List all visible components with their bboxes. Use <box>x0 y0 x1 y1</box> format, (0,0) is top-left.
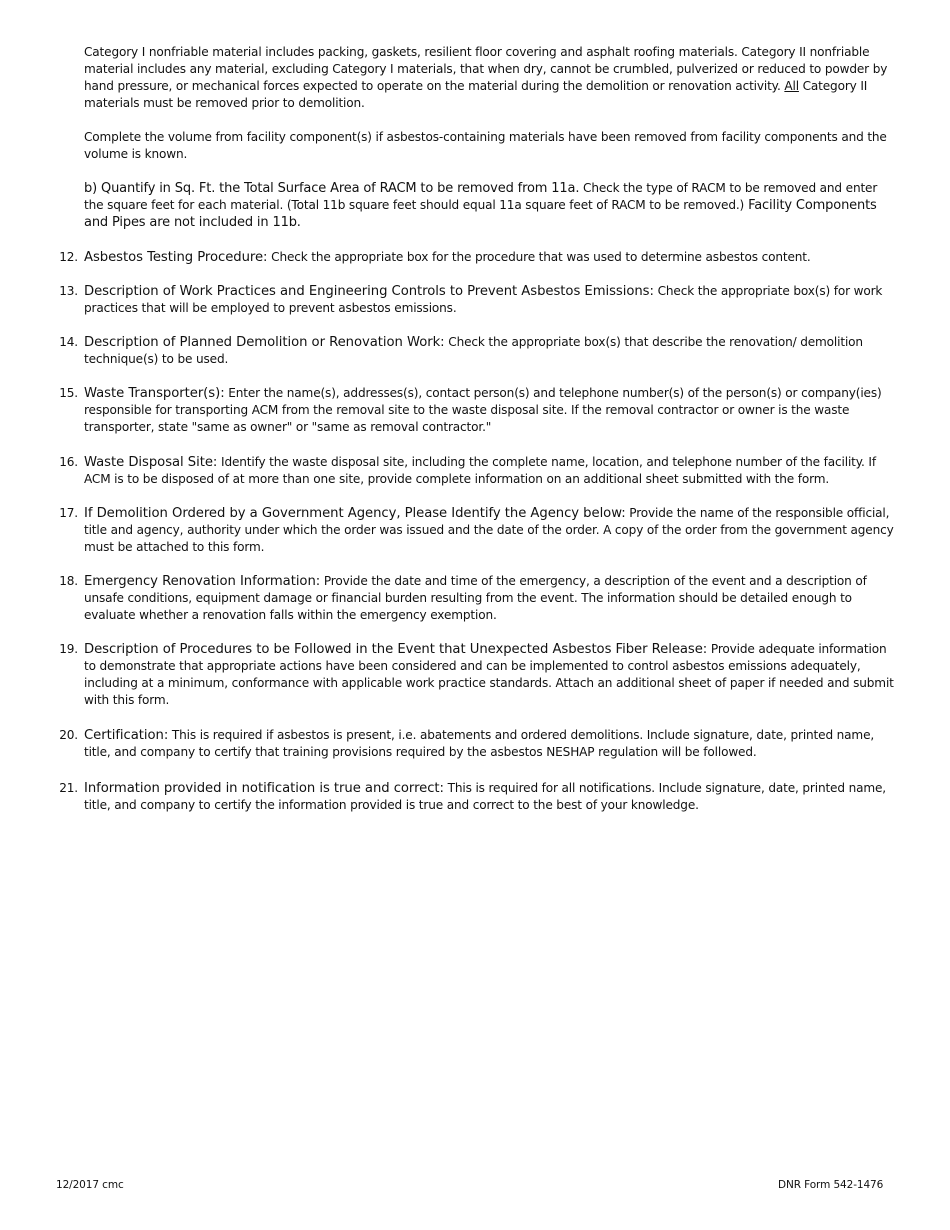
item-number: 16. <box>59 455 78 469</box>
item-text: Provide the name of the responsible official, title and agency, authority under which the order was issued and the date of the order. A copy of the order from the government agency must be attached to this form. <box>84 506 894 555</box>
item-text: Provide the date and time of the emergency, a description of the event and a description of unsafe conditions, equipment damage or financial burden resulting from the event. The information should be detailed enough to evaluate whether a renovation falls within the emergency exemption. <box>84 574 867 623</box>
item-text: Enter the name(s), addresses(s), contact person(s) and telephone number(s) of the person(s) or company(ies) responsible for transporting ACM from the removal site to the waste disposal site. If the removal contractor or owner is the waste transporter, state "same as owner" or "same as removal contractor." <box>84 386 882 435</box>
item-heading: If Demolition Ordered by a Government Agency, Please Identify the Agency below: <box>84 506 626 521</box>
item-number: 21. <box>59 781 78 795</box>
category-all-underlined: All <box>784 79 799 94</box>
footer-revision-date: 12/2017 cmc <box>56 1179 124 1191</box>
item-number: 17. <box>59 506 78 520</box>
item-number: 15. <box>59 386 78 400</box>
footer-form-number: DNR Form 542-1476 <box>778 1179 884 1191</box>
item-number: 18. <box>59 574 78 588</box>
item-number: 13. <box>59 284 78 298</box>
item-heading: Information provided in notification is true and correct: <box>84 781 444 796</box>
item-number: 20. <box>59 728 78 742</box>
item-text: This is required for all notifications. Include signature, date, printed name, title, and company to certify the information provided is true and correct to the best of your knowledge. <box>84 781 886 813</box>
instruction-item <box>50 454 896 488</box>
item-text: Check the appropriate box(s) that describe the renovation/ demolition technique(s) to be used. <box>84 335 863 367</box>
item-heading: Waste Disposal Site: <box>84 455 218 470</box>
item-heading: Waste Transporter(s): <box>84 386 225 401</box>
instruction-item <box>50 385 896 436</box>
instruction-item <box>50 573 896 624</box>
item-heading: Description of Planned Demolition or Renovation Work: <box>84 335 445 350</box>
item-number: 14. <box>59 335 78 349</box>
item-heading: Certification: <box>84 728 169 743</box>
quantify-tail: Facility Components and Pipes are not included in 11b. <box>84 198 877 231</box>
instruction-item <box>50 505 896 556</box>
instruction-item <box>50 727 896 761</box>
item-heading: Emergency Renovation Information: <box>84 574 321 589</box>
category-text: Category I nonfriable material includes packing, gaskets, resilient floor covering and asphalt roofing materials. Category II nonfriable material includes any material, excluding Category I materials, that when dry, cannot be crumbled, pulverized or reduced to powder by hand pressure, or mechanical forces expected to operate on the material during the demolition or renovation activity. <box>84 45 888 94</box>
item-text: Provide adequate information to demonstrate that appropriate actions have been considered and can be implemented to control asbestos emissions adequately, including at a minimum, conformance with applicable work practice standards. Attach an additional sheet of paper if needed and submit with this form. <box>84 642 894 708</box>
item-heading: Description of Procedures to be Followed in the Event that Unexpected Asbestos Fiber Release: <box>84 642 708 657</box>
instruction-item <box>50 641 896 709</box>
item-number: 12. <box>59 250 78 264</box>
item-text: Check the appropriate box for the procedure that was used to determine asbestos content. <box>267 250 811 264</box>
quantify-lead: b) Quantify in Sq. Ft. the Total Surface Area of RACM to be removed from 11a. <box>84 181 580 196</box>
quantify-body: Check the type of RACM to be removed and enter the square feet for each material. (Total 11b square feet should equal 11a square feet of RACM to be removed.) <box>84 181 878 213</box>
volume-paragraph: Complete the volume from facility component(s) if asbestos-containing materials have been removed from facility components and the volume is known. <box>84 130 887 162</box>
instruction-item <box>50 283 896 317</box>
item-text: Check the appropriate box(s) for work practices that will be employed to prevent asbestos emissions. <box>84 284 883 316</box>
item-text: This is required if asbestos is present, i.e. abatements and ordered demolitions. Include signature, date, printed name, title, and company to certify that training provisions required by the asbestos NESHAP regulation will be followed. <box>84 728 875 760</box>
instruction-item <box>50 334 896 368</box>
instruction-item <box>50 780 896 814</box>
item-heading: Description of Work Practices and Engineering Controls to Prevent Asbestos Emissions: <box>84 284 654 299</box>
item-number: 19. <box>59 642 78 656</box>
category-text-end: Category II materials must be removed prior to demolition. <box>84 79 868 111</box>
item-text: Identify the waste disposal site, including the complete name, location, and telephone number of the facility. If ACM is to be disposed of at more than one site, provide complete information on an additional sheet submitted with the form. <box>84 455 876 487</box>
item-heading: Asbestos Testing Procedure: <box>84 250 268 265</box>
instruction-item <box>50 249 896 266</box>
category-paragraph <box>84 44 896 112</box>
quantify-paragraph <box>84 180 896 231</box>
